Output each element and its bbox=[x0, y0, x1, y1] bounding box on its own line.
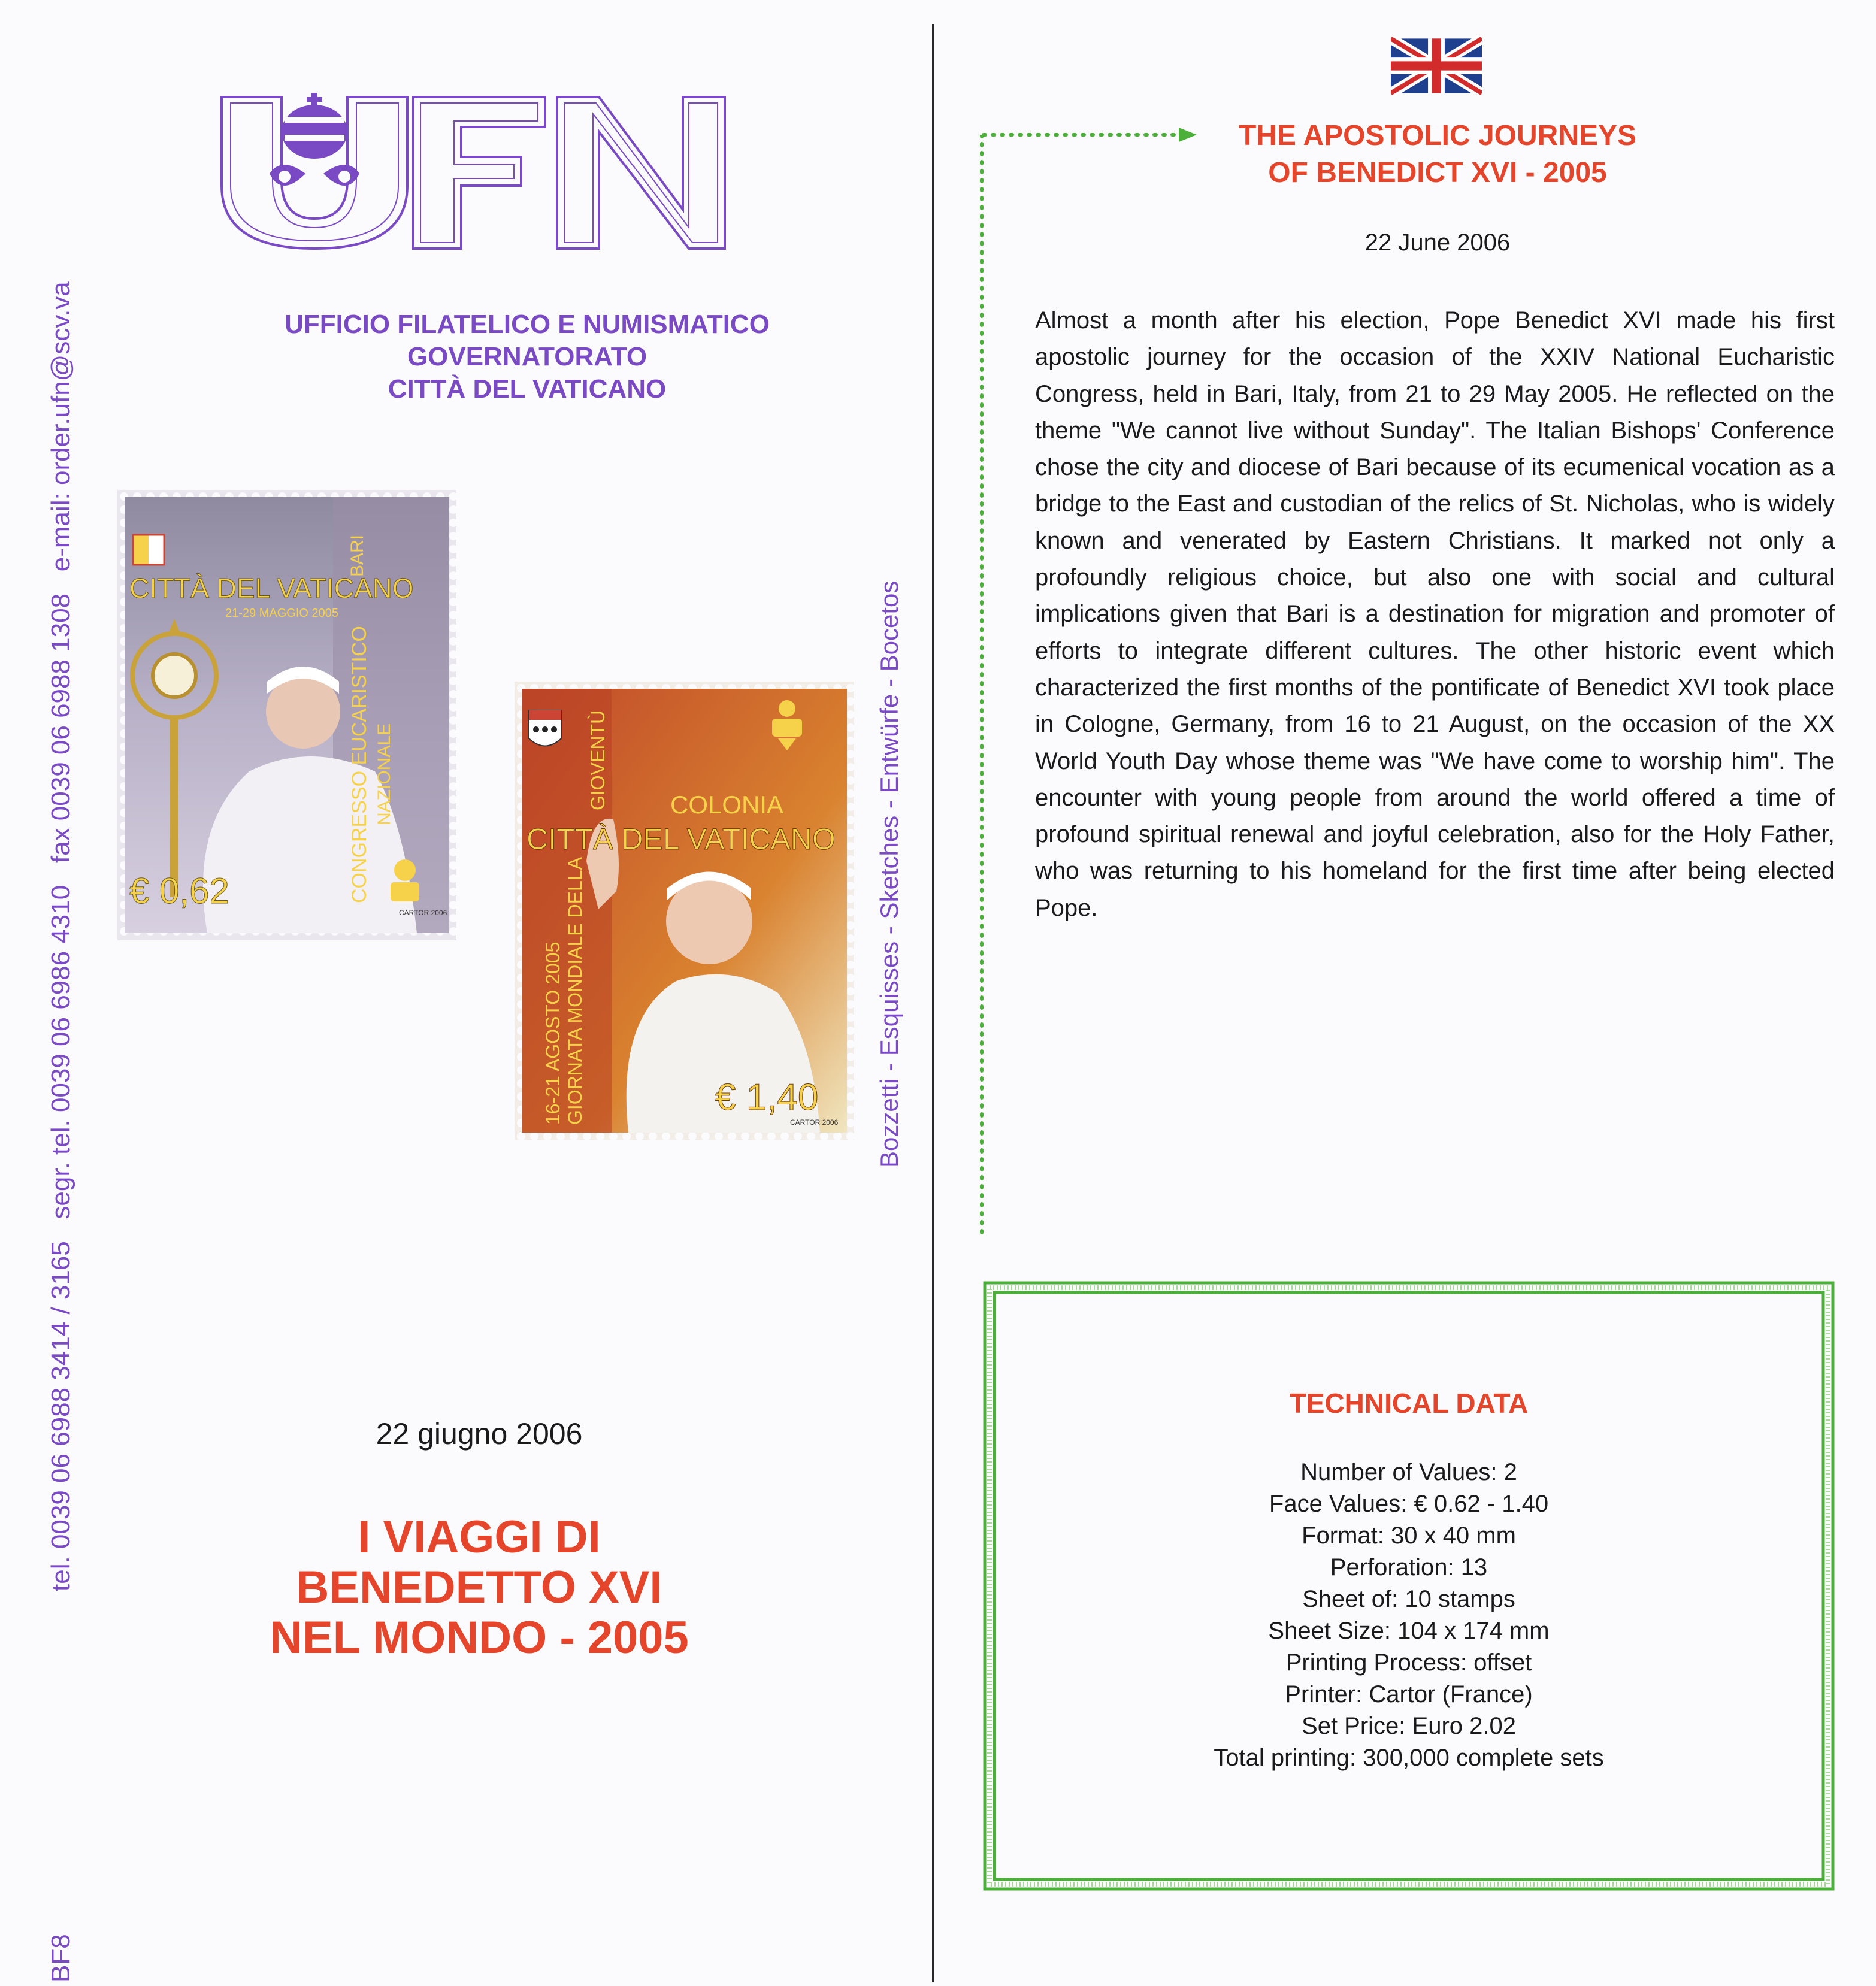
stamp-colonia bbox=[515, 682, 854, 1140]
stamp2-vertical3: GIOVENTÙ bbox=[587, 710, 609, 810]
stamp-bari bbox=[117, 490, 456, 940]
fold-line bbox=[932, 24, 934, 1982]
contact-line: tel. 0039 06 6988 3414 / 3165 segr. tel. 0039 06 6986 4310 fax 0039 06 6988 1308 e-mail: order.ufn@scv.va bbox=[46, 281, 75, 1591]
technical-data-title: TECHNICAL DATA bbox=[1289, 1388, 1529, 1419]
stamp1-dates: 21-29 MAGGIO 2005 bbox=[225, 607, 338, 620]
english-title-line2: OF BENEDICT XVI - 2005 bbox=[1268, 157, 1607, 189]
side-contacts bbox=[37, 281, 85, 1982]
italian-title-line3: NEL MONDO - 2005 bbox=[270, 1612, 689, 1663]
booklet-code: BF8 bbox=[46, 1934, 75, 1982]
arrow-head-icon bbox=[1179, 128, 1197, 142]
stamp2-printer: CARTOR 2006 bbox=[790, 1118, 839, 1127]
stamp2-vertical2: GIORNATA MONDIALE DELLA bbox=[564, 857, 586, 1125]
english-body: Almost a month after his election, Pope Benedict XVI made his first apostolic journey for the occasion of the XXIV National Eucharistic Congress, held in Bari, Italy, from 21 to 29 May 2005. He reflected on the theme "We cannot live without Sunday". The Italian Bishops' Conference chose the city and diocese of Bari because of its ecumenical vocation as a bridge to the East and custodian of the relics of St. Nicholas, who is widely known and venerated by Eastern Christians. It marked not only a profoundly religious choice, but also one with social and cultural implications given that Bari is a destination for migration and promoter of efforts to integrate different cultures. The other historic event which characterized the first months of the pontificate of Benedict XVI took place in Cologne, Germany, from 16 to 21 August, on the occasion of the XX World Youth Day whose theme was "We have come to worship him". The encounter with young people from around the world offered a time of profound spiritual renewal and joyful celebration, also for the Holy Father, who was returning to his homeland for the first time after being elected Pope. bbox=[1035, 307, 1835, 921]
office-line1: UFFICIO FILATELICO E NUMISMATICO bbox=[285, 310, 770, 339]
uk-flag-icon bbox=[1391, 36, 1482, 96]
stamp2-value: € 1,40 bbox=[715, 1077, 819, 1118]
dotted-rule bbox=[979, 135, 985, 1237]
tech-item: Printer: Cartor (France) bbox=[1285, 1681, 1533, 1708]
stamp1-value: € 0,62 bbox=[129, 871, 229, 911]
papal-emblem-icon bbox=[270, 93, 359, 186]
english-title bbox=[1198, 117, 1677, 192]
tech-item: Sheet of: 10 stamps bbox=[1302, 1586, 1515, 1612]
tech-item: Face Values: € 0.62 - 1.40 bbox=[1269, 1491, 1549, 1517]
stamp1-printer: CARTOR 2006 bbox=[399, 909, 447, 917]
ufn-logo bbox=[210, 90, 737, 255]
tech-item: Total printing: 300,000 complete sets bbox=[1214, 1745, 1604, 1771]
tech-item: Perforation: 13 bbox=[1330, 1554, 1488, 1581]
english-date: 22 June 2006 bbox=[1364, 229, 1511, 256]
italian-title-line2: BENEDETTO XVI bbox=[296, 1562, 662, 1613]
stamp2-vertical1: 16-21 AGOSTO 2005 bbox=[542, 941, 564, 1125]
technical-data-list bbox=[982, 1457, 1835, 1774]
sketches-caption bbox=[872, 527, 907, 1222]
vatican-flag-icon bbox=[133, 535, 164, 565]
dotted-arrow bbox=[981, 123, 1221, 147]
italian-title-line1: I VIAGGI DI bbox=[358, 1512, 601, 1563]
tech-item: Format: 30 x 40 mm bbox=[1302, 1522, 1516, 1549]
sketches-caption-text: Bozzetti - Esquisses - Sketches - Entwürfe - Bocetos bbox=[875, 580, 903, 1168]
stamp1-city: BARI bbox=[347, 534, 367, 577]
office-line3: CITTÀ DEL VATICANO bbox=[388, 374, 667, 404]
tech-item: Printing Process: offset bbox=[1285, 1649, 1532, 1676]
cologne-arms-icon bbox=[529, 710, 561, 746]
office-heading bbox=[228, 308, 827, 405]
stamp1-vertical1: CONGRESSO EUCARISTICO bbox=[348, 626, 371, 903]
italian-title bbox=[198, 1512, 761, 1663]
english-title-line1: THE APOSTOLIC JOURNEYS bbox=[1238, 120, 1637, 152]
tech-item: Number of Values: 2 bbox=[1300, 1459, 1517, 1485]
stamp1-country: CITTÀ DEL VATICANO bbox=[129, 573, 414, 604]
stamp2-city: COLONIA bbox=[670, 791, 784, 819]
office-line2: GOVERNATORATO bbox=[407, 342, 647, 371]
italian-date: 22 giugno 2006 bbox=[376, 1417, 583, 1451]
tech-item: Sheet Size: 104 x 174 mm bbox=[1268, 1618, 1550, 1644]
stamp2-country: CITTÀ DEL VATICANO bbox=[527, 822, 836, 856]
stamp1-vertical2: NAZIONALE bbox=[374, 723, 394, 825]
tech-item: Set Price: Euro 2.02 bbox=[1302, 1713, 1516, 1739]
